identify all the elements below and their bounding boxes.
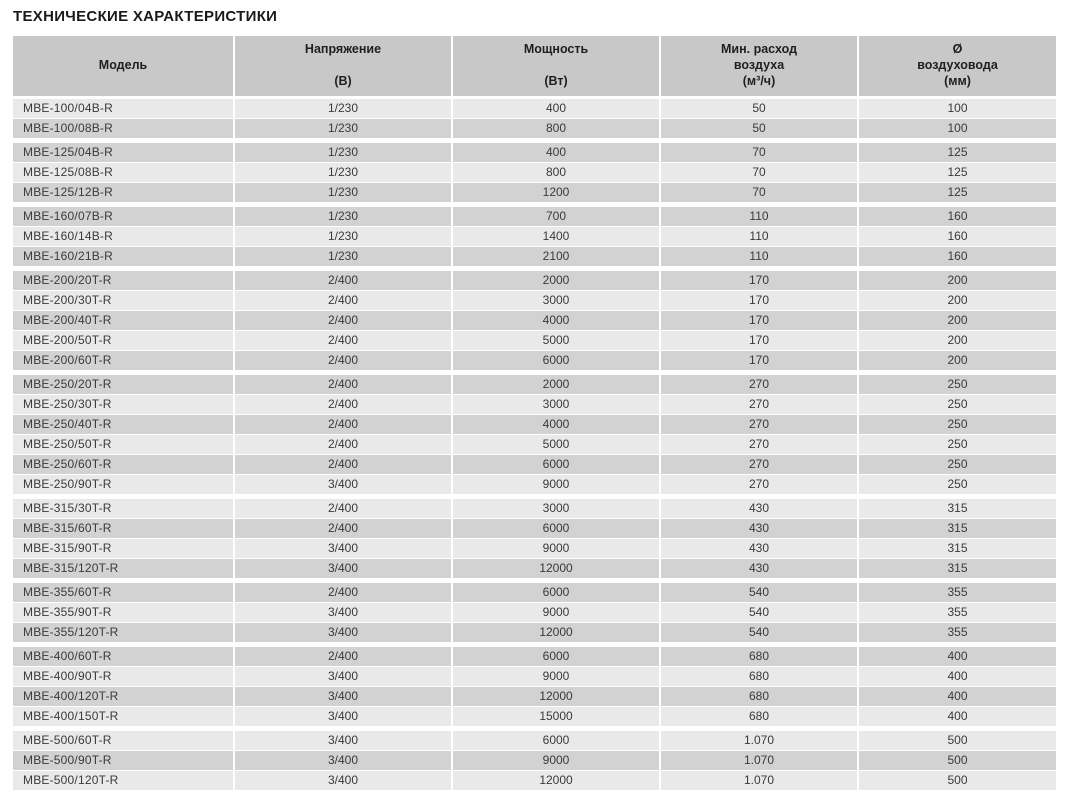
cell-diameter: 125 bbox=[859, 163, 1056, 182]
cell-power: 400 bbox=[453, 99, 659, 118]
table-row bbox=[13, 583, 1056, 602]
cell-airflow: 170 bbox=[661, 351, 857, 370]
cell-diameter: 500 bbox=[859, 751, 1056, 770]
cell-power: 15000 bbox=[453, 707, 659, 726]
cell-power: 6000 bbox=[453, 647, 659, 666]
cell-diameter: 315 bbox=[859, 519, 1056, 538]
cell-model: MBE-160/07B-R bbox=[13, 207, 233, 226]
cell-voltage: 2/400 bbox=[235, 291, 451, 310]
cell-diameter: 200 bbox=[859, 291, 1056, 310]
cell-voltage: 1/230 bbox=[235, 183, 451, 202]
cell-power: 3000 bbox=[453, 395, 659, 414]
cell-power: 12000 bbox=[453, 623, 659, 642]
cell-diameter: 355 bbox=[859, 583, 1056, 602]
model-group bbox=[13, 143, 1056, 202]
cell-power: 12000 bbox=[453, 559, 659, 578]
cell-power: 6000 bbox=[453, 455, 659, 474]
cell-power: 9000 bbox=[453, 667, 659, 686]
cell-model: MBE-250/60T-R bbox=[13, 455, 233, 474]
cell-power: 5000 bbox=[453, 435, 659, 454]
model-group bbox=[13, 731, 1056, 790]
cell-model: MBE-125/08B-R bbox=[13, 163, 233, 182]
cell-airflow: 270 bbox=[661, 455, 857, 474]
cell-diameter: 250 bbox=[859, 435, 1056, 454]
cell-airflow: 430 bbox=[661, 539, 857, 558]
header-line: Напряжение bbox=[304, 42, 382, 56]
table-row bbox=[13, 687, 1056, 706]
table-row bbox=[13, 99, 1056, 118]
cell-diameter: 315 bbox=[859, 539, 1056, 558]
header-line: (мм) bbox=[944, 74, 971, 88]
model-group bbox=[13, 499, 1056, 578]
cell-airflow: 430 bbox=[661, 499, 857, 518]
header-line: воздуховода bbox=[917, 58, 998, 72]
cell-voltage: 1/230 bbox=[235, 99, 451, 118]
cell-model: MBE-250/30T-R bbox=[13, 395, 233, 414]
cell-airflow: 270 bbox=[661, 415, 857, 434]
cell-airflow: 170 bbox=[661, 311, 857, 330]
column-header-model bbox=[13, 36, 233, 96]
table-row bbox=[13, 271, 1056, 290]
cell-airflow: 170 bbox=[661, 291, 857, 310]
cell-model: MBE-500/120T-R bbox=[13, 771, 233, 790]
table-row bbox=[13, 375, 1056, 394]
model-group bbox=[13, 99, 1056, 138]
header-line: (м³/ч) bbox=[742, 74, 776, 88]
cell-power: 12000 bbox=[453, 687, 659, 706]
cell-airflow: 270 bbox=[661, 375, 857, 394]
cell-voltage: 2/400 bbox=[235, 351, 451, 370]
cell-airflow: 170 bbox=[661, 331, 857, 350]
table-row bbox=[13, 331, 1056, 350]
cell-diameter: 160 bbox=[859, 227, 1056, 246]
cell-power: 9000 bbox=[453, 539, 659, 558]
cell-airflow: 110 bbox=[661, 247, 857, 266]
cell-voltage: 3/400 bbox=[235, 771, 451, 790]
header-line: (В) bbox=[334, 74, 352, 88]
table-row bbox=[13, 415, 1056, 434]
cell-power: 12000 bbox=[453, 771, 659, 790]
model-group bbox=[13, 207, 1056, 266]
cell-power: 9000 bbox=[453, 751, 659, 770]
cell-power: 6000 bbox=[453, 519, 659, 538]
cell-airflow: 70 bbox=[661, 143, 857, 162]
cell-voltage: 1/230 bbox=[235, 163, 451, 182]
column-header-power bbox=[453, 36, 659, 96]
cell-diameter: 250 bbox=[859, 395, 1056, 414]
cell-model: MBE-200/60T-R bbox=[13, 351, 233, 370]
table-row bbox=[13, 183, 1056, 202]
cell-voltage: 2/400 bbox=[235, 395, 451, 414]
cell-airflow: 680 bbox=[661, 667, 857, 686]
cell-diameter: 315 bbox=[859, 559, 1056, 578]
cell-airflow: 680 bbox=[661, 687, 857, 706]
cell-airflow: 680 bbox=[661, 647, 857, 666]
cell-airflow: 430 bbox=[661, 519, 857, 538]
cell-power: 6000 bbox=[453, 583, 659, 602]
table-row bbox=[13, 311, 1056, 330]
cell-power: 4000 bbox=[453, 415, 659, 434]
cell-diameter: 160 bbox=[859, 247, 1056, 266]
model-group bbox=[13, 583, 1056, 642]
cell-diameter: 100 bbox=[859, 119, 1056, 138]
cell-voltage: 2/400 bbox=[235, 415, 451, 434]
cell-voltage: 1/230 bbox=[235, 227, 451, 246]
cell-model: MBE-400/60T-R bbox=[13, 647, 233, 666]
cell-model: MBE-160/21B-R bbox=[13, 247, 233, 266]
cell-power: 6000 bbox=[453, 351, 659, 370]
table-row bbox=[13, 455, 1056, 474]
cell-voltage: 1/230 bbox=[235, 143, 451, 162]
table-row bbox=[13, 143, 1056, 162]
cell-diameter: 400 bbox=[859, 707, 1056, 726]
cell-diameter: 400 bbox=[859, 687, 1056, 706]
cell-diameter: 355 bbox=[859, 603, 1056, 622]
cell-airflow: 540 bbox=[661, 583, 857, 602]
cell-diameter: 200 bbox=[859, 271, 1056, 290]
cell-airflow: 270 bbox=[661, 435, 857, 454]
cell-model: MBE-125/04B-R bbox=[13, 143, 233, 162]
cell-diameter: 355 bbox=[859, 623, 1056, 642]
cell-voltage: 3/400 bbox=[235, 751, 451, 770]
cell-model: MBE-355/60T-R bbox=[13, 583, 233, 602]
cell-voltage: 3/400 bbox=[235, 687, 451, 706]
table-row bbox=[13, 499, 1056, 518]
table-row bbox=[13, 207, 1056, 226]
cell-model: MBE-200/40T-R bbox=[13, 311, 233, 330]
cell-diameter: 200 bbox=[859, 311, 1056, 330]
cell-power: 700 bbox=[453, 207, 659, 226]
cell-airflow: 1.070 bbox=[661, 771, 857, 790]
cell-voltage: 2/400 bbox=[235, 271, 451, 290]
cell-power: 1400 bbox=[453, 227, 659, 246]
table-row bbox=[13, 559, 1056, 578]
cell-model: MBE-315/30T-R bbox=[13, 499, 233, 518]
cell-voltage: 1/230 bbox=[235, 207, 451, 226]
cell-model: MBE-100/08B-R bbox=[13, 119, 233, 138]
spec-table bbox=[13, 36, 1056, 790]
table-row bbox=[13, 475, 1056, 494]
table-body bbox=[13, 99, 1056, 790]
header-line: Мощность bbox=[523, 42, 589, 56]
cell-model: MBE-315/90T-R bbox=[13, 539, 233, 558]
cell-voltage: 3/400 bbox=[235, 559, 451, 578]
model-group bbox=[13, 375, 1056, 494]
cell-diameter: 200 bbox=[859, 331, 1056, 350]
cell-voltage: 2/400 bbox=[235, 435, 451, 454]
cell-model: MBE-250/50T-R bbox=[13, 435, 233, 454]
cell-model: MBE-500/90T-R bbox=[13, 751, 233, 770]
cell-model: MBE-400/120T-R bbox=[13, 687, 233, 706]
cell-voltage: 2/400 bbox=[235, 583, 451, 602]
cell-model: MBE-200/30T-R bbox=[13, 291, 233, 310]
cell-diameter: 250 bbox=[859, 475, 1056, 494]
table-row bbox=[13, 291, 1056, 310]
cell-diameter: 500 bbox=[859, 731, 1056, 750]
cell-power: 2000 bbox=[453, 271, 659, 290]
column-header-airflow bbox=[661, 36, 857, 96]
cell-power: 3000 bbox=[453, 291, 659, 310]
cell-voltage: 3/400 bbox=[235, 707, 451, 726]
cell-voltage: 2/400 bbox=[235, 311, 451, 330]
table-row bbox=[13, 731, 1056, 750]
cell-airflow: 110 bbox=[661, 207, 857, 226]
cell-diameter: 100 bbox=[859, 99, 1056, 118]
cell-diameter: 400 bbox=[859, 667, 1056, 686]
table-row bbox=[13, 647, 1056, 666]
cell-model: MBE-200/50T-R bbox=[13, 331, 233, 350]
cell-diameter: 250 bbox=[859, 375, 1056, 394]
cell-power: 2000 bbox=[453, 375, 659, 394]
table-row bbox=[13, 163, 1056, 182]
cell-voltage: 3/400 bbox=[235, 539, 451, 558]
table-row bbox=[13, 623, 1056, 642]
cell-diameter: 250 bbox=[859, 415, 1056, 434]
cell-voltage: 2/400 bbox=[235, 519, 451, 538]
cell-airflow: 50 bbox=[661, 119, 857, 138]
cell-power: 800 bbox=[453, 163, 659, 182]
cell-voltage: 3/400 bbox=[235, 667, 451, 686]
column-header-voltage bbox=[235, 36, 451, 96]
cell-model: MBE-250/90T-R bbox=[13, 475, 233, 494]
cell-model: MBE-400/90T-R bbox=[13, 667, 233, 686]
cell-power: 5000 bbox=[453, 331, 659, 350]
cell-model: MBE-250/40T-R bbox=[13, 415, 233, 434]
column-header-diameter bbox=[859, 36, 1056, 96]
table-row bbox=[13, 227, 1056, 246]
table-row bbox=[13, 519, 1056, 538]
cell-voltage: 3/400 bbox=[235, 623, 451, 642]
table-row bbox=[13, 667, 1056, 686]
cell-power: 9000 bbox=[453, 475, 659, 494]
cell-voltage: 1/230 bbox=[235, 119, 451, 138]
cell-power: 1200 bbox=[453, 183, 659, 202]
cell-model: MBE-355/120T-R bbox=[13, 623, 233, 642]
cell-model: MBE-315/60T-R bbox=[13, 519, 233, 538]
cell-airflow: 70 bbox=[661, 163, 857, 182]
cell-voltage: 3/400 bbox=[235, 731, 451, 750]
table-row bbox=[13, 751, 1056, 770]
cell-diameter: 160 bbox=[859, 207, 1056, 226]
table-row bbox=[13, 119, 1056, 138]
cell-airflow: 70 bbox=[661, 183, 857, 202]
cell-diameter: 400 bbox=[859, 647, 1056, 666]
cell-power: 2100 bbox=[453, 247, 659, 266]
cell-airflow: 1.070 bbox=[661, 751, 857, 770]
header-line: (Вт) bbox=[544, 74, 568, 88]
cell-voltage: 3/400 bbox=[235, 603, 451, 622]
table-row bbox=[13, 247, 1056, 266]
cell-airflow: 680 bbox=[661, 707, 857, 726]
cell-power: 800 bbox=[453, 119, 659, 138]
cell-airflow: 1.070 bbox=[661, 731, 857, 750]
table-row bbox=[13, 395, 1056, 414]
table-row bbox=[13, 707, 1056, 726]
cell-voltage: 2/400 bbox=[235, 455, 451, 474]
cell-model: MBE-100/04B-R bbox=[13, 99, 233, 118]
cell-airflow: 540 bbox=[661, 603, 857, 622]
cell-voltage: 2/400 bbox=[235, 499, 451, 518]
model-group bbox=[13, 647, 1056, 726]
header-line: Модель bbox=[98, 58, 148, 72]
cell-diameter: 125 bbox=[859, 183, 1056, 202]
cell-model: MBE-500/60T-R bbox=[13, 731, 233, 750]
cell-model: MBE-355/90T-R bbox=[13, 603, 233, 622]
cell-airflow: 430 bbox=[661, 559, 857, 578]
cell-model: MBE-400/150T-R bbox=[13, 707, 233, 726]
model-group bbox=[13, 271, 1056, 370]
header-line: Ø bbox=[952, 42, 963, 56]
cell-model: MBE-315/120T-R bbox=[13, 559, 233, 578]
cell-power: 3000 bbox=[453, 499, 659, 518]
cell-voltage: 2/400 bbox=[235, 375, 451, 394]
table-row bbox=[13, 539, 1056, 558]
cell-diameter: 500 bbox=[859, 771, 1056, 790]
cell-airflow: 270 bbox=[661, 475, 857, 494]
cell-model: MBE-160/14B-R bbox=[13, 227, 233, 246]
cell-model: MBE-250/20T-R bbox=[13, 375, 233, 394]
table-row bbox=[13, 435, 1056, 454]
cell-diameter: 200 bbox=[859, 351, 1056, 370]
cell-diameter: 250 bbox=[859, 455, 1056, 474]
cell-airflow: 540 bbox=[661, 623, 857, 642]
cell-airflow: 50 bbox=[661, 99, 857, 118]
header-line: воздуха bbox=[733, 58, 785, 72]
cell-model: MBE-200/20T-R bbox=[13, 271, 233, 290]
cell-voltage: 2/400 bbox=[235, 647, 451, 666]
table-row bbox=[13, 771, 1056, 790]
cell-voltage: 1/230 bbox=[235, 247, 451, 266]
page-title: ТЕХНИЧЕСКИЕ ХАРАКТЕРИСТИКИ bbox=[13, 8, 278, 25]
cell-power: 4000 bbox=[453, 311, 659, 330]
cell-airflow: 110 bbox=[661, 227, 857, 246]
cell-voltage: 3/400 bbox=[235, 475, 451, 494]
table-row bbox=[13, 351, 1056, 370]
cell-voltage: 2/400 bbox=[235, 331, 451, 350]
cell-power: 9000 bbox=[453, 603, 659, 622]
cell-model: MBE-125/12B-R bbox=[13, 183, 233, 202]
cell-airflow: 170 bbox=[661, 271, 857, 290]
cell-power: 400 bbox=[453, 143, 659, 162]
cell-power: 6000 bbox=[453, 731, 659, 750]
table-header bbox=[13, 36, 1056, 96]
cell-airflow: 270 bbox=[661, 395, 857, 414]
table-row bbox=[13, 603, 1056, 622]
header-line: Мин. расход bbox=[720, 42, 797, 56]
cell-diameter: 125 bbox=[859, 143, 1056, 162]
cell-diameter: 315 bbox=[859, 499, 1056, 518]
